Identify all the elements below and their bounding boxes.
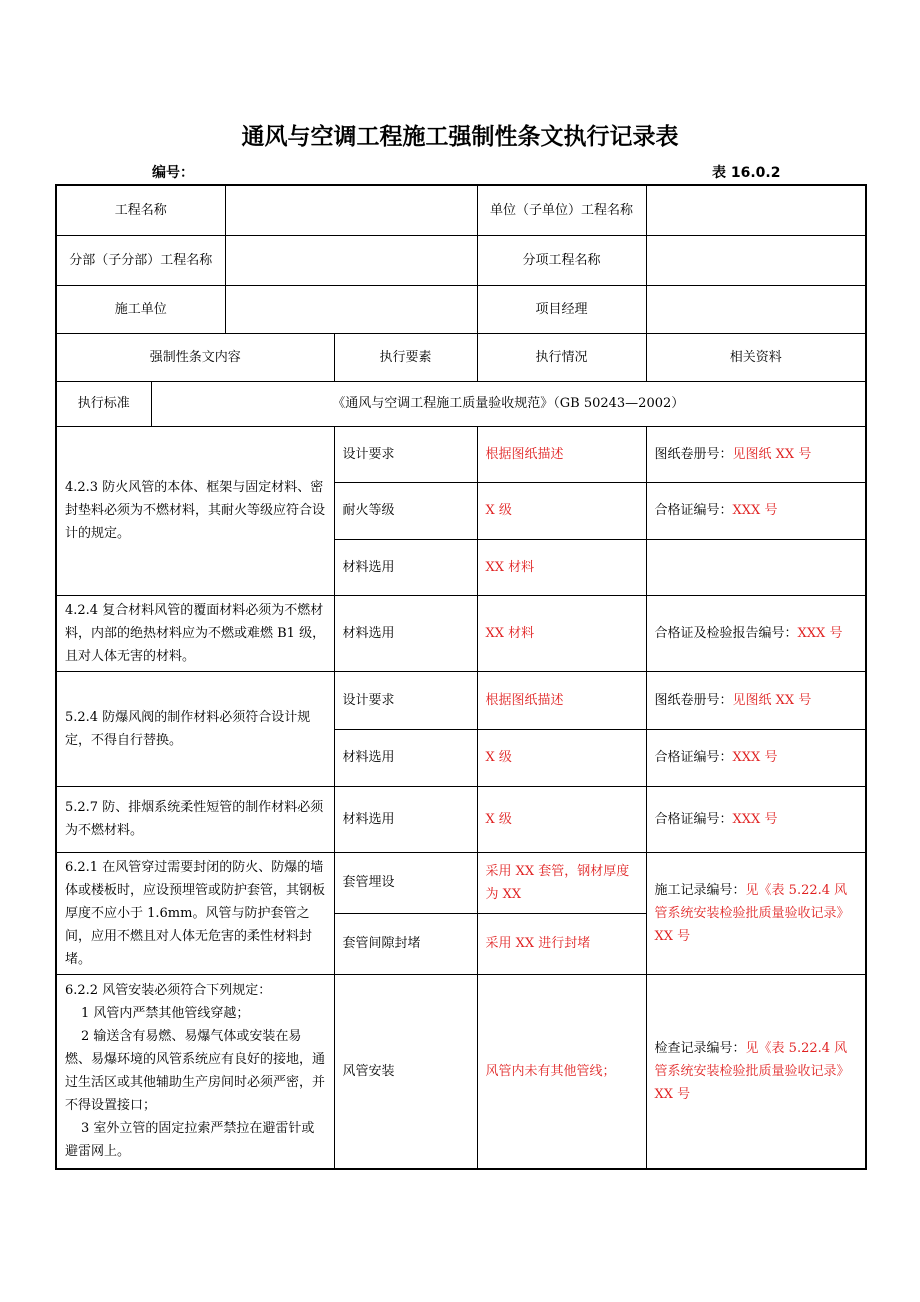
doc-label: 合格证编号：: [654, 503, 733, 518]
doc-label: 合格证编号：: [654, 750, 733, 765]
clause-6-2-2-line: 1 风管内严禁其他管线穿越；: [81, 1006, 250, 1022]
project-manager-value[interactable]: [646, 285, 866, 333]
clause-6-2-2-line: 2 输送含有易燃、易爆气体或安装在易燃、易爆环境的风管系统应有良好的接地，通过生活区或其他辅助生产房间时必须严密，并不得设置接口；: [65, 1029, 326, 1114]
project-name-label: 工程名称: [56, 185, 225, 235]
doc-label: 图纸卷册号：: [654, 446, 733, 462]
construction-unit-value[interactable]: [225, 285, 477, 333]
clause-4-2-3-doc-3[interactable]: [646, 539, 866, 595]
record-table: [55, 184, 867, 1170]
clause-6-2-2-doc[interactable]: [646, 974, 866, 1169]
clause-6-2-2-line: 3 室外立管的固定拉索严禁拉在避雷针或避雷网上。: [65, 1121, 315, 1160]
clause-4-2-3-element-1: 设计要求: [334, 426, 477, 482]
clause-4-2-3-element-2: 耐火等级: [334, 482, 477, 539]
unit-project-name-value[interactable]: [646, 185, 866, 235]
clause-5-2-7-text: 5.2.7 防、排烟系统柔性短管的制作材料必须为不燃材料。: [56, 786, 334, 852]
serial-number-label: 编号：: [152, 165, 194, 181]
clause-5-2-7-status[interactable]: X 级: [477, 786, 646, 852]
clause-4-2-3-status-3[interactable]: XX 材料: [477, 539, 646, 595]
doc-label: 合格证编号：: [654, 811, 733, 827]
clause-6-2-1-text: 6.2.1 在风管穿过需要封闭的防火、防爆的墙体或楼板时，应设预埋管或防护套管，其钢板厚度不应小于 1.6mm。风管与防护套管之间，应用不燃且对人体无危害的柔性材料封堵。: [56, 852, 334, 974]
doc-label: 合格证及检验报告编号：: [654, 625, 798, 641]
clause-4-2-4-element: 材料选用: [334, 595, 477, 671]
doc-label: 图纸卷册号：: [654, 692, 733, 708]
doc-value: XXX 号: [797, 625, 843, 641]
clause-6-2-1-doc[interactable]: [646, 852, 866, 974]
clause-4-2-3-doc-2[interactable]: [646, 482, 866, 539]
header-status: 执行情况: [477, 333, 646, 381]
header-elements: 执行要素: [334, 333, 477, 381]
doc-value: 见《表 5.22.4 风管系统安装检验批质量验收记录》XX 号: [654, 882, 850, 944]
unit-project-name-label: 单位（子单位）工程名称: [477, 185, 646, 235]
clause-4-2-4-text: 4.2.4 复合材料风管的覆面材料必须为不燃材料，内部的绝热材料应为不燃或难燃 B1 级，且对人体无害的材料。: [56, 595, 334, 671]
form-number: 表 16.0.2: [712, 165, 781, 181]
clause-4-2-4-doc[interactable]: [646, 595, 866, 671]
sub-item-name-value[interactable]: [646, 235, 866, 285]
standard-value: 《通风与空调工程施工质量验收规范》（GB 50243—2002）: [151, 381, 866, 426]
project-manager-label: 项目经理: [477, 285, 646, 333]
clause-5-2-7-doc[interactable]: [646, 786, 866, 852]
clause-5-2-4-text: 5.2.4 防爆风阀的制作材料必须符合设计规定，不得自行替换。: [56, 671, 334, 786]
clause-5-2-4-status-1[interactable]: 根据图纸描述: [477, 671, 646, 729]
header-content: 强制性条文内容: [56, 333, 334, 381]
sub-division-name-value[interactable]: [225, 235, 477, 285]
clause-5-2-4-status-2[interactable]: X 级: [477, 729, 646, 786]
doc-value: 见图纸 XX 号: [732, 692, 812, 708]
doc-value: XXX 号: [732, 811, 778, 827]
clause-6-2-1-element-2: 套管间隙封堵: [334, 913, 477, 974]
doc-value: 见《表 5.22.4 风管系统安装检验批质量验收记录》XX 号: [654, 1040, 850, 1102]
clause-5-2-4-doc-2[interactable]: [646, 729, 866, 786]
clause-4-2-3-text: 4.2.3 防火风管的本体、框架与固定材料、密封垫料必须为不燃材料，其耐火等级应符合设计的规定。: [56, 426, 334, 595]
clause-4-2-3-status-2[interactable]: X 级: [477, 482, 646, 539]
clause-6-2-1-element-1: 套管埋设: [334, 852, 477, 913]
clause-5-2-4-element-1: 设计要求: [334, 671, 477, 729]
construction-unit-label: 施工单位: [56, 285, 225, 333]
doc-label: 检查记录编号：: [654, 1040, 746, 1056]
doc-label: 施工记录编号：: [654, 882, 746, 898]
clause-5-2-4-element-2: 材料选用: [334, 729, 477, 786]
clause-6-2-1-status-1[interactable]: 采用 XX 套管，钢材厚度为 XX: [477, 852, 646, 913]
clause-6-2-1-status-2[interactable]: 采用 XX 进行封堵: [477, 913, 646, 974]
clause-6-2-2-line: 6.2.2 风管安装必须符合下列规定：: [65, 983, 272, 999]
clause-4-2-3-status-1[interactable]: 根据图纸描述: [477, 426, 646, 482]
sub-division-name-label: 分部（子分部）工程名称: [56, 235, 225, 285]
clause-6-2-2-text: [56, 974, 334, 1169]
clause-4-2-3-element-3: 材料选用: [334, 539, 477, 595]
project-name-value[interactable]: [225, 185, 477, 235]
clause-6-2-2-element: 风管安装: [334, 974, 477, 1169]
clause-6-2-2-status[interactable]: 风管内未有其他管线；: [477, 974, 646, 1169]
clause-4-2-3-doc-1[interactable]: [646, 426, 866, 482]
clause-5-2-4-doc-1[interactable]: [646, 671, 866, 729]
sub-item-name-label: 分项工程名称: [477, 235, 646, 285]
clause-5-2-7-element: 材料选用: [334, 786, 477, 852]
page-title: 通风与空调工程施工强制性条文执行记录表: [241, 124, 679, 150]
doc-value: XXX 号: [732, 503, 778, 518]
header-docs: 相关资料: [646, 333, 866, 381]
doc-value: XXX 号: [732, 750, 778, 765]
clause-4-2-4-status[interactable]: XX 材料: [477, 595, 646, 671]
standard-label: 执行标准: [56, 381, 151, 426]
doc-value: 见图纸 XX 号: [732, 446, 812, 462]
